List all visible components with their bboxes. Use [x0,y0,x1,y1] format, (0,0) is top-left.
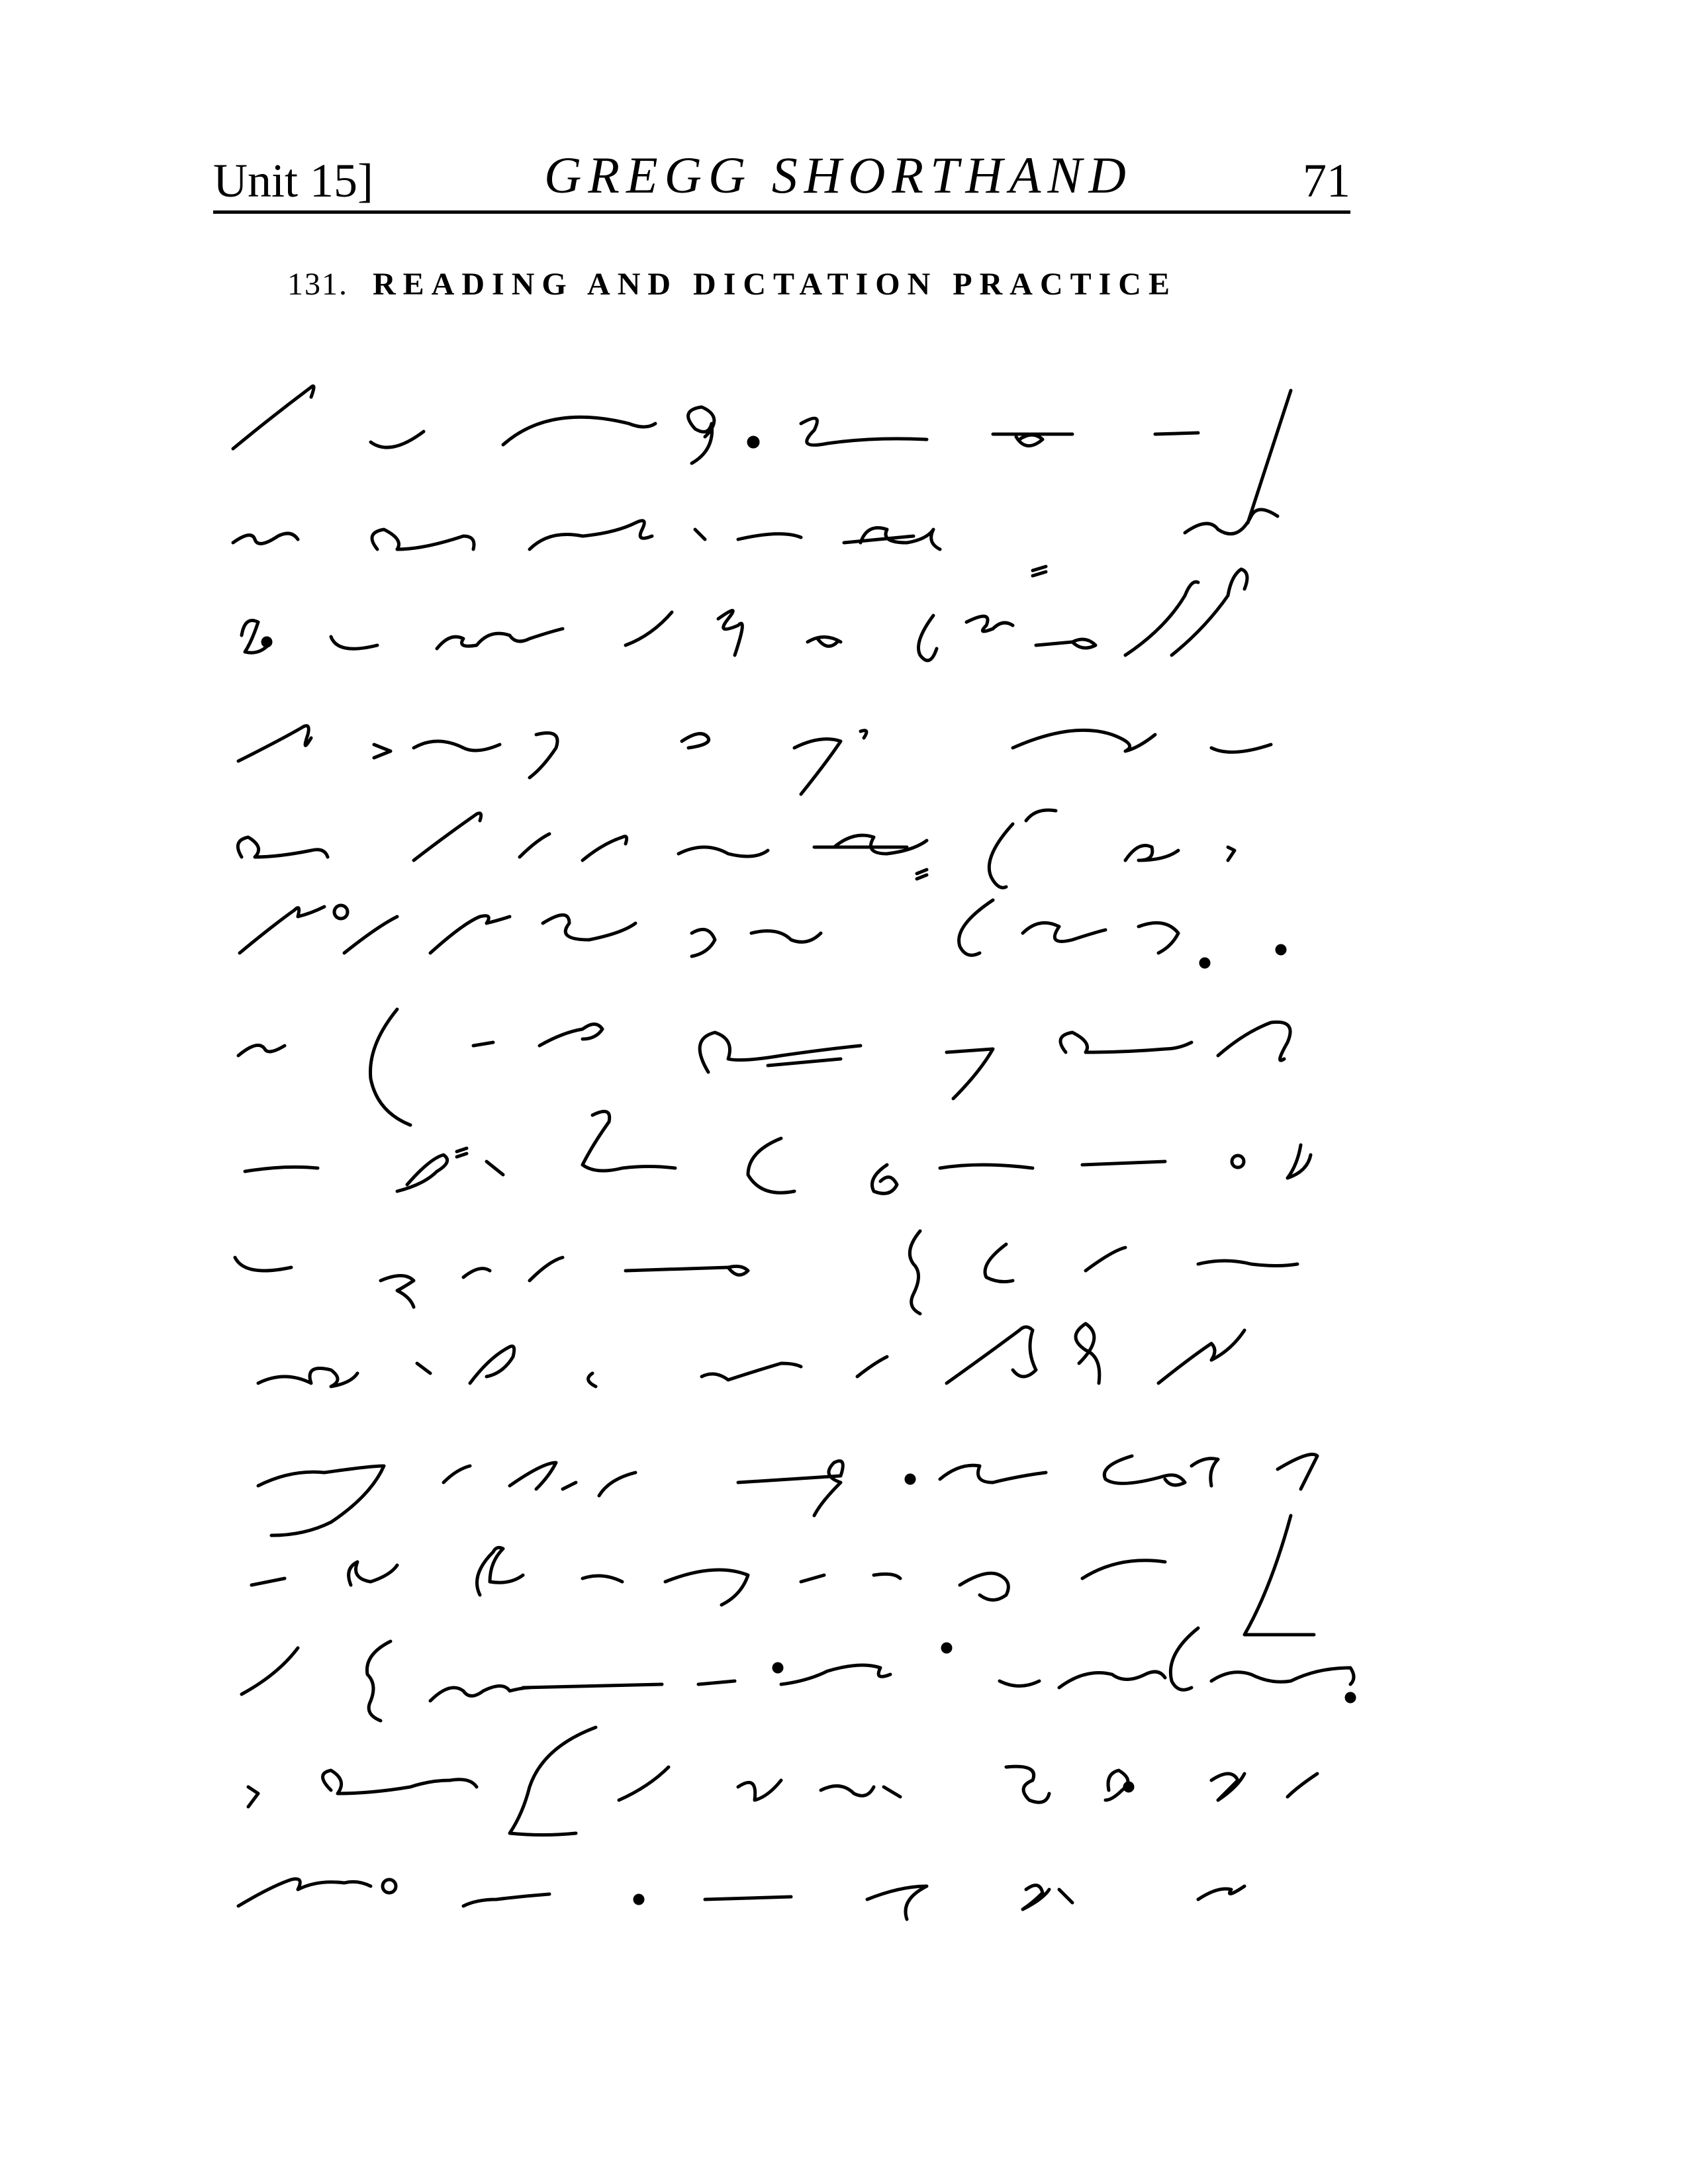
page-number: 71 [1303,154,1350,207]
shorthand-line-11 [258,1455,1317,1536]
shorthand-line-13 [242,1628,1354,1721]
section-title: READING AND DICTATION PRACTICE [373,267,1177,302]
shorthand-line-1 [233,386,1291,523]
shorthand-line-15 [238,1879,1244,1919]
shorthand-line-12 [252,1516,1314,1635]
shorthand-line-7 [238,1009,1290,1125]
book-title: GREGG SHORTHAND [544,146,1133,204]
shorthand-line-9 [235,1231,1297,1314]
section-number: 131. [287,267,348,302]
shorthand-line-5 [238,810,1235,887]
shorthand-line-2 [233,510,1278,576]
shorthand-line-4 [238,726,1271,794]
shorthand-line-3 [242,569,1247,660]
shorthand-line-10 [258,1324,1244,1387]
shorthand-line-6 [240,900,1285,967]
shorthand-line-14 [248,1727,1317,1835]
unit-label: Unit 15] [213,154,373,207]
